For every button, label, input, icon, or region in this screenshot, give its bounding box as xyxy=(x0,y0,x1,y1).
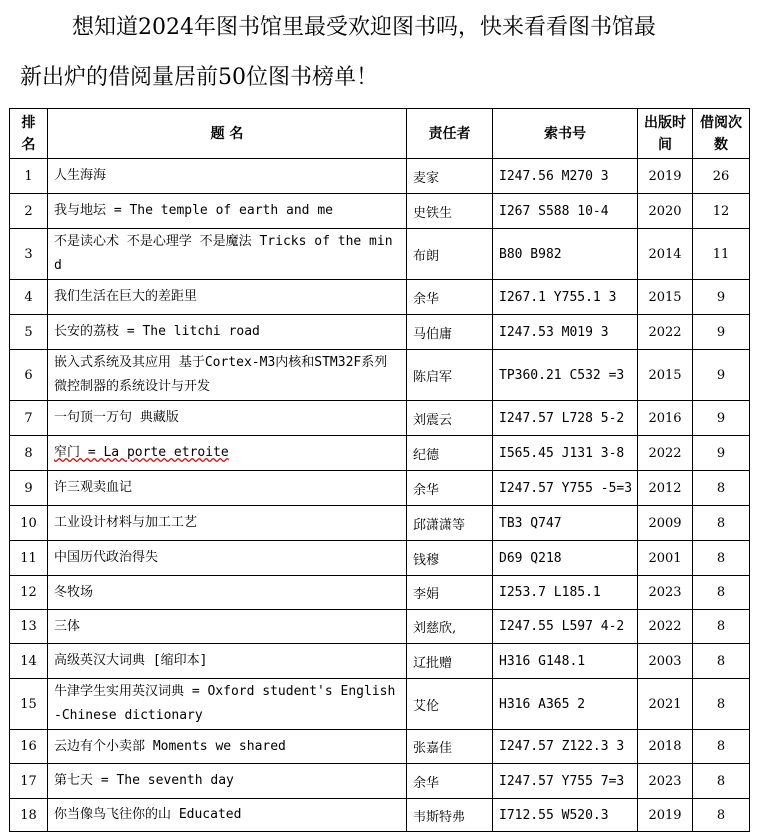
author-cell: 马伯庸 xyxy=(407,315,493,350)
year-cell: 2001 xyxy=(638,541,693,576)
table-row xyxy=(10,541,750,576)
borrow-count-cell: 8 xyxy=(693,764,750,799)
rank-cell: 14 xyxy=(10,644,48,679)
author-cell: 辽批赠 xyxy=(407,644,493,679)
title-cell xyxy=(48,436,407,471)
rank-cell: 13 xyxy=(10,610,48,644)
rank-cell: 4 xyxy=(10,280,48,315)
borrow-count-cell: 8 xyxy=(693,610,750,644)
author-cell: 纪德 xyxy=(407,436,493,471)
book-ranking-table xyxy=(9,108,750,832)
borrow-count-cell: 12 xyxy=(693,194,750,229)
year-cell: 2023 xyxy=(638,764,693,799)
rank-cell: 6 xyxy=(10,350,48,401)
author-cell: 余华 xyxy=(407,764,493,799)
table-row xyxy=(10,350,750,401)
year-cell: 2019 xyxy=(638,799,693,832)
title-cell: 冬牧场 xyxy=(48,576,407,610)
rank-cell: 17 xyxy=(10,764,48,799)
year-cell: 2022 xyxy=(638,610,693,644)
call-number-cell: I253.7 L185.1 xyxy=(493,576,638,610)
year-cell: 2003 xyxy=(638,644,693,679)
call-number-cell: I247.57 Y755 7=3 xyxy=(493,764,638,799)
rank-cell: 2 xyxy=(10,194,48,229)
title-cell: 我们生活在巨大的差距里 xyxy=(48,280,407,315)
year-cell: 2023 xyxy=(638,576,693,610)
table-row xyxy=(10,644,750,679)
call-number-cell: I247.57 Y755 -5=3 xyxy=(493,471,638,506)
year-cell: 2022 xyxy=(638,436,693,471)
borrow-count-cell: 9 xyxy=(693,350,750,401)
borrow-count-cell: 26 xyxy=(693,159,750,194)
year-cell: 2018 xyxy=(638,730,693,764)
author-cell: 布朗 xyxy=(407,229,493,280)
year-cell: 2020 xyxy=(638,194,693,229)
title-cell: 我与地坛 = The temple of earth and me xyxy=(48,194,407,229)
title-cell: 长安的荔枝 = The litchi road xyxy=(48,315,407,350)
title-cell: 三体 xyxy=(48,610,407,644)
author-cell: 余华 xyxy=(407,280,493,315)
author-cell: 麦家 xyxy=(407,159,493,194)
borrow-count-cell: 8 xyxy=(693,644,750,679)
table-row xyxy=(10,280,750,315)
author-cell: 钱穆 xyxy=(407,541,493,576)
year-cell: 2016 xyxy=(638,401,693,436)
header-author: 责任者 xyxy=(407,109,493,159)
rank-cell: 5 xyxy=(10,315,48,350)
year-cell: 2014 xyxy=(638,229,693,280)
year-cell: 2021 xyxy=(638,679,693,730)
table-row xyxy=(10,436,750,471)
borrow-count-cell: 8 xyxy=(693,799,750,832)
call-number-cell: B80 B982 xyxy=(493,229,638,280)
borrow-count-cell: 8 xyxy=(693,730,750,764)
call-number-cell: I267 S588 10-4 xyxy=(493,194,638,229)
call-number-cell: I712.55 W520.3 xyxy=(493,799,638,832)
table-row xyxy=(10,764,750,799)
title-cell: 云边有个小卖部 Moments we shared xyxy=(48,730,407,764)
rank-cell: 7 xyxy=(10,401,48,436)
author-cell: 李娟 xyxy=(407,576,493,610)
rank-cell: 8 xyxy=(10,436,48,471)
title-cell: 人生海海 xyxy=(48,159,407,194)
call-number-cell: I565.45 J131 3-8 xyxy=(493,436,638,471)
year-cell: 2019 xyxy=(638,159,693,194)
call-number-cell: I247.56 M270 3 xyxy=(493,159,638,194)
table-row xyxy=(10,159,750,194)
author-cell: 刘慈欣, xyxy=(407,610,493,644)
borrow-count-cell: 8 xyxy=(693,576,750,610)
title-cell: 许三观卖血记 xyxy=(48,471,407,506)
borrow-count-cell: 8 xyxy=(693,506,750,541)
header-rank: 排名 xyxy=(10,109,48,159)
call-number-cell: H316 G148.1 xyxy=(493,644,638,679)
table-row xyxy=(10,679,750,730)
table-row xyxy=(10,610,750,644)
call-number-cell: I267.1 Y755.1 3 xyxy=(493,280,638,315)
table-row xyxy=(10,229,750,280)
title-cell: 你当像鸟飞往你的山 Educated xyxy=(48,799,407,832)
call-number-cell: I247.55 L597 4-2 xyxy=(493,610,638,644)
year-cell: 2022 xyxy=(638,315,693,350)
borrow-count-cell: 8 xyxy=(693,679,750,730)
author-cell: 史铁生 xyxy=(407,194,493,229)
table-row xyxy=(10,799,750,832)
rank-cell: 10 xyxy=(10,506,48,541)
call-number-cell: I247.57 Z122.3 3 xyxy=(493,730,638,764)
call-number-cell: TB3 Q747 xyxy=(493,506,638,541)
borrow-count-cell: 9 xyxy=(693,436,750,471)
author-cell: 邱潇潇等 xyxy=(407,506,493,541)
title-cell: 中国历代政治得失 xyxy=(48,541,407,576)
call-number-cell: TP360.21 C532 =3 xyxy=(493,350,638,401)
rank-cell: 12 xyxy=(10,576,48,610)
header-call-number: 索书号 xyxy=(493,109,638,159)
borrow-count-cell: 8 xyxy=(693,471,750,506)
author-cell: 余华 xyxy=(407,471,493,506)
table-row xyxy=(10,471,750,506)
title-cell: 嵌入式系统及其应用 基于Cortex-M3内核和STM32F系列微控制器的系统设计与开发 xyxy=(48,350,407,401)
header-row xyxy=(10,109,750,159)
title-cell: 高级英汉大词典 [缩印本] xyxy=(48,644,407,679)
borrow-count-cell: 8 xyxy=(693,541,750,576)
borrow-count-cell: 11 xyxy=(693,229,750,280)
year-cell: 2015 xyxy=(638,350,693,401)
header-borrow-count: 借阅次数 xyxy=(693,109,750,159)
rank-cell: 9 xyxy=(10,471,48,506)
year-cell: 2015 xyxy=(638,280,693,315)
rank-cell: 18 xyxy=(10,799,48,832)
author-cell: 韦斯特弗 xyxy=(407,799,493,832)
header-publish-year: 出版时间 xyxy=(638,109,693,159)
borrow-count-cell: 9 xyxy=(693,401,750,436)
rank-cell: 1 xyxy=(10,159,48,194)
title-cell: 不是读心术 不是心理学 不是魔法 Tricks of the mind xyxy=(48,229,407,280)
rank-cell: 11 xyxy=(10,541,48,576)
author-cell: 张嘉佳 xyxy=(407,730,493,764)
intro-line-2: 新出炉的借阅量居前50位图书榜单！ xyxy=(20,65,378,90)
table-row xyxy=(10,730,750,764)
borrow-count-cell: 9 xyxy=(693,280,750,315)
intro-line-1: 想知道2024年图书馆里最受欢迎图书吗，快来看看图书馆最 xyxy=(72,15,656,40)
rank-cell: 16 xyxy=(10,730,48,764)
table-row xyxy=(10,401,750,436)
title-text: 窄门 = La porte etroite xyxy=(54,445,229,460)
year-cell: 2012 xyxy=(638,471,693,506)
table-row xyxy=(10,576,750,610)
call-number-cell: D69 Q218 xyxy=(493,541,638,576)
author-cell: 陈启军 xyxy=(407,350,493,401)
rank-cell: 3 xyxy=(10,229,48,280)
call-number-cell: H316 A365 2 xyxy=(493,679,638,730)
borrow-count-cell: 9 xyxy=(693,315,750,350)
rank-cell: 15 xyxy=(10,679,48,730)
author-cell: 艾伦 xyxy=(407,679,493,730)
title-cell: 工业设计材料与加工工艺 xyxy=(48,506,407,541)
table-row xyxy=(10,194,750,229)
call-number-cell: I247.53 M019 3 xyxy=(493,315,638,350)
table-row xyxy=(10,506,750,541)
table-row xyxy=(10,315,750,350)
call-number-cell: I247.57 L728 5-2 xyxy=(493,401,638,436)
title-cell: 第七天 = The seventh day xyxy=(48,764,407,799)
title-cell: 牛津学生实用英汉词典 = Oxford student's English-Chinese dictionary xyxy=(48,679,407,730)
title-cell: 一句顶一万句 典藏版 xyxy=(48,401,407,436)
header-title: 题 名 xyxy=(48,109,407,159)
year-cell: 2009 xyxy=(638,506,693,541)
author-cell: 刘震云 xyxy=(407,401,493,436)
